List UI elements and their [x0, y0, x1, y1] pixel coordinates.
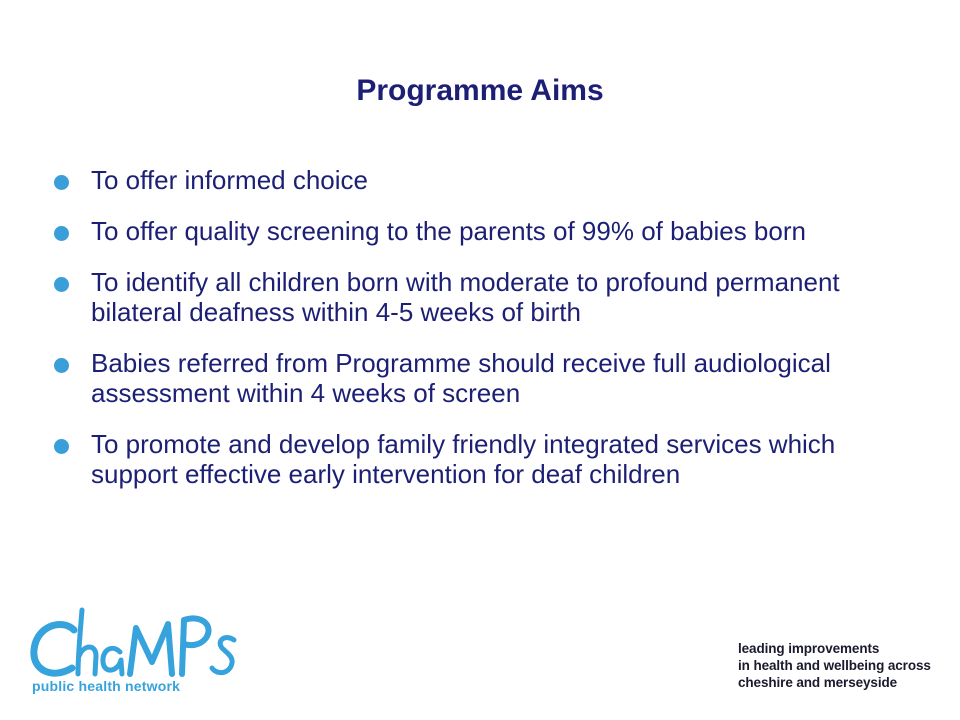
bullet-text: To offer quality screening to the parents of 99% of babies born — [91, 216, 806, 246]
bullet-text: To offer informed choice — [91, 165, 368, 195]
tagline — [738, 640, 931, 691]
bullet-dot-icon — [54, 226, 69, 241]
tagline-line: leading improvements — [738, 641, 880, 656]
bullet-dot-icon — [54, 439, 69, 454]
bullet-dot-icon — [54, 277, 69, 292]
bullet-list — [52, 165, 872, 510]
slide-title: Programme Aims — [356, 74, 604, 107]
bullet-dot-icon — [54, 358, 69, 373]
bullet-text: To promote and develop family friendly integrated services which support effective early intervention for deaf children — [91, 429, 836, 489]
tagline-line: cheshire and merseyside — [738, 675, 898, 690]
bullet-text: Babies referred from Programme should receive full audiological assessment within 4 weeks of screen — [91, 348, 831, 408]
tagline-line: in health and wellbeing across — [738, 658, 931, 673]
bullet-item — [52, 348, 872, 408]
bullet-item — [52, 216, 872, 246]
bullet-item — [52, 165, 872, 195]
bullet-text: To identify all children born with moderate to profound permanent bilateral deafness within 4-5 weeks of birth — [91, 267, 840, 327]
bullet-dot-icon — [54, 175, 69, 190]
bullet-item — [52, 429, 872, 489]
logo-subtitle: public health network — [32, 678, 181, 694]
bullet-item — [52, 267, 872, 327]
